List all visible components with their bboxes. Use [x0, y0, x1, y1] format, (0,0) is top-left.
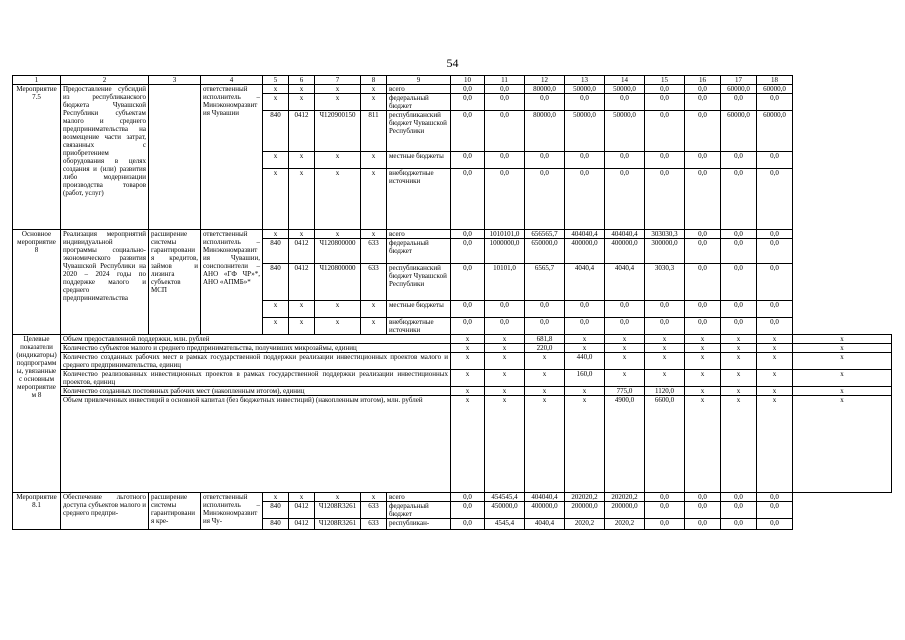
activity-task: расширение системы гарантирования кредитов, займов и лизинга субъектов МСП	[149, 230, 201, 335]
budget-code: x	[315, 152, 361, 169]
finance-value: 200000,0	[605, 502, 645, 519]
finance-value: 0,0	[645, 493, 685, 502]
funding-source: федеральный бюджет	[387, 239, 451, 264]
finance-value: 0,0	[757, 318, 793, 335]
finance-value: 0,0	[565, 94, 605, 111]
finance-value: 0,0	[485, 111, 525, 152]
budget-code: 633	[361, 519, 387, 530]
finance-value: 0,0	[451, 169, 485, 230]
indicator-value: 1120,0	[645, 387, 685, 396]
finance-value: 656565,7	[525, 230, 565, 239]
finance-value: 0,0	[451, 152, 485, 169]
finance-value: 454545,4	[485, 493, 525, 502]
column-number: 7	[315, 76, 361, 85]
indicator-name: Количество субъектов малого и среднего предпринимательства, получивших микрозаймы, единиц	[61, 344, 451, 353]
budget-code: x	[263, 85, 289, 94]
finance-value: 0,0	[645, 519, 685, 530]
indicator-value: x	[721, 353, 757, 370]
finance-value: 303030,3	[645, 230, 685, 239]
budget-code: x	[289, 152, 315, 169]
budget-code: 840	[263, 502, 289, 519]
table-row	[13, 493, 892, 502]
activity-name: Предоставление субсидий из республиканского бюджета Чувашской Республики субъектам малого и среднего предпринимательства на возмещение части затрат, связанных с приобретением оборудования в целях создания и (или) развития либо модернизации производства товаров (работ, услуг)	[61, 85, 149, 230]
finance-value: 0,0	[685, 94, 721, 111]
indicator-value: 775,0	[605, 387, 645, 396]
table-body	[13, 85, 892, 530]
finance-value: 404040,4	[605, 230, 645, 239]
indicator-value: x	[721, 387, 757, 396]
finance-value: 0,0	[605, 301, 645, 318]
budget-code: 633	[361, 502, 387, 519]
finance-value: 50000,0	[565, 85, 605, 94]
indicator-value: x	[605, 344, 645, 353]
finance-value: 60000,0	[721, 111, 757, 152]
finance-value: 0,0	[685, 152, 721, 169]
indicator-value: 4900,0	[605, 396, 645, 493]
column-number: 3	[149, 76, 201, 85]
column-number: 4	[201, 76, 263, 85]
column-number: 18	[757, 76, 793, 85]
table-row	[13, 387, 892, 396]
indicator-value: x	[451, 335, 485, 344]
indicator-value: x	[451, 344, 485, 353]
finance-value: 0,0	[645, 318, 685, 335]
column-number: 2	[61, 76, 149, 85]
column-number: 1	[13, 76, 61, 85]
finance-value: 0,0	[451, 264, 485, 301]
indicator-value: x	[451, 396, 485, 493]
budget-code: Ч120800000	[315, 264, 361, 301]
indicator-value: x	[525, 387, 565, 396]
finance-value: 2020,2	[565, 519, 605, 530]
finance-value: 4040,4	[565, 264, 605, 301]
finance-value: 0,0	[721, 502, 757, 519]
finance-value: 1000000,0	[485, 239, 525, 264]
funding-source: местные бюджеты	[387, 301, 451, 318]
indicator-value: x	[565, 396, 605, 493]
column-number: 17	[721, 76, 757, 85]
finance-value: 0,0	[525, 301, 565, 318]
finance-value: 4545,4	[485, 519, 525, 530]
budget-code: x	[361, 318, 387, 335]
table-row	[13, 370, 892, 387]
responsible-executor: ответственный исполнитель – Минэкономразвития Чувашии	[201, 85, 263, 230]
activity-number: Мероприятие 8.1	[13, 493, 61, 530]
finance-value: 0,0	[685, 239, 721, 264]
finance-value: 0,0	[685, 111, 721, 152]
finance-value: 0,0	[645, 301, 685, 318]
activity-task: расширение системы гарантирования кре-	[149, 493, 201, 530]
indicator-value: x	[645, 353, 685, 370]
indicator-value: x	[793, 344, 892, 353]
finance-value: 0,0	[757, 264, 793, 301]
finance-value: 0,0	[485, 152, 525, 169]
activity-task	[149, 85, 201, 230]
finance-value: 202020,2	[605, 493, 645, 502]
finance-value: 0,0	[757, 152, 793, 169]
finance-value: 80000,0	[525, 85, 565, 94]
budget-code: 840	[263, 239, 289, 264]
finance-value: 0,0	[565, 318, 605, 335]
column-number: 6	[289, 76, 315, 85]
finance-value: 0,0	[645, 85, 685, 94]
column-number: 13	[565, 76, 605, 85]
budget-code: 840	[263, 111, 289, 152]
indicator-value: x	[757, 370, 793, 387]
column-number: 14	[605, 76, 645, 85]
funding-source: местные бюджеты	[387, 152, 451, 169]
activity-name: Реализация мероприятий индивидуальной программы социально-экономического развития Чувашской Республики на 2020 – 2024 годы по поддержке малого и среднего предпринимательства	[61, 230, 149, 335]
page-number: 54	[446, 56, 459, 70]
table-row	[13, 396, 892, 493]
table-row	[13, 335, 892, 344]
finance-value: 404040,4	[565, 230, 605, 239]
indicator-value: x	[685, 353, 721, 370]
finance-value: 200000,0	[565, 502, 605, 519]
indicator-value: x	[793, 387, 892, 396]
indicator-value: 6600,0	[645, 396, 685, 493]
indicator-value: x	[605, 353, 645, 370]
funding-source: всего	[387, 230, 451, 239]
finance-value: 0,0	[685, 264, 721, 301]
finance-value: 0,0	[645, 152, 685, 169]
finance-value: 0,0	[451, 111, 485, 152]
indicator-value: x	[525, 396, 565, 493]
budget-code: 0412	[289, 239, 315, 264]
indicator-value: x	[451, 370, 485, 387]
indicator-value: x	[721, 344, 757, 353]
budget-code: x	[315, 493, 361, 502]
funding-source: республикан-	[387, 519, 451, 530]
budget-code: x	[289, 301, 315, 318]
finance-value: 60000,0	[721, 85, 757, 94]
budget-code: 633	[361, 264, 387, 301]
indicator-value: x	[685, 335, 721, 344]
budget-code: x	[289, 85, 315, 94]
indicator-value: x	[485, 370, 525, 387]
indicator-value: x	[485, 335, 525, 344]
finance-value: 0,0	[721, 94, 757, 111]
indicator-value: x	[645, 344, 685, 353]
finance-value: 0,0	[757, 301, 793, 318]
finance-value: 650000,0	[525, 239, 565, 264]
finance-value: 80000,0	[525, 111, 565, 152]
column-number: 12	[525, 76, 565, 85]
indicator-value: 220,0	[525, 344, 565, 353]
budget-code: x	[361, 94, 387, 111]
budget-code: 840	[263, 519, 289, 530]
indicator-value: x	[485, 387, 525, 396]
indicator-value: x	[757, 387, 793, 396]
finance-value: 0,0	[721, 230, 757, 239]
finance-value: 0,0	[565, 169, 605, 230]
budget-code: x	[315, 230, 361, 239]
finance-value: 0,0	[685, 85, 721, 94]
budget-code: x	[361, 493, 387, 502]
budget-code: 0412	[289, 264, 315, 301]
finance-value: 0,0	[565, 152, 605, 169]
finance-value: 0,0	[451, 318, 485, 335]
finance-value: 0,0	[485, 85, 525, 94]
finance-value: 0,0	[645, 502, 685, 519]
finance-value: 0,0	[721, 152, 757, 169]
finance-value: 10101,0	[485, 264, 525, 301]
finance-value: 4040,4	[605, 264, 645, 301]
indicator-value: x	[605, 370, 645, 387]
indicator-value: x	[757, 335, 793, 344]
indicator-value: x	[485, 353, 525, 370]
indicator-value: x	[793, 370, 892, 387]
budget-code: x	[315, 85, 361, 94]
indicator-name: Количество созданных рабочих мест в рамках государственной поддержки реализации инвестиционных проектов малого и среднего предпринимательства, единиц	[61, 353, 451, 370]
finance-value: 0,0	[605, 94, 645, 111]
finance-value: 0,0	[645, 94, 685, 111]
finance-value: 0,0	[451, 519, 485, 530]
finance-value: 0,0	[605, 169, 645, 230]
finance-value: 300000,0	[645, 239, 685, 264]
finance-value: 0,0	[685, 493, 721, 502]
finance-value: 0,0	[685, 169, 721, 230]
finance-value: 0,0	[451, 493, 485, 502]
responsible-executor: ответственный исполнитель – Минэкономразвития Чувашии, соисполнители – АНО «ГФ ЧР»*, АНО «АПМБ»*	[201, 230, 263, 335]
indicator-value: x	[645, 335, 685, 344]
indicator-value: x	[721, 370, 757, 387]
column-number: 15	[645, 76, 685, 85]
column-number: 5	[263, 76, 289, 85]
budget-code: x	[263, 493, 289, 502]
budget-code: 0412	[289, 519, 315, 530]
indicator-value: x	[757, 353, 793, 370]
finance-value: 0,0	[645, 169, 685, 230]
budget-code: x	[263, 301, 289, 318]
finance-value: 6565,7	[525, 264, 565, 301]
finance-value: 0,0	[451, 94, 485, 111]
budget-code: 840	[263, 264, 289, 301]
budget-code: 811	[361, 111, 387, 152]
finance-value: 0,0	[485, 318, 525, 335]
indicator-value: x	[485, 396, 525, 493]
finance-value: 0,0	[757, 239, 793, 264]
finance-value: 0,0	[721, 519, 757, 530]
finance-value: 0,0	[685, 502, 721, 519]
activity-number: Мероприятие 7.5	[13, 85, 61, 230]
indicator-value: x	[485, 344, 525, 353]
activity-number: Основное мероприятие 8	[13, 230, 61, 335]
finance-value: 0,0	[757, 502, 793, 519]
budget-code: x	[315, 301, 361, 318]
indicator-value: x	[451, 387, 485, 396]
budget-code: x	[315, 318, 361, 335]
finance-value: 0,0	[685, 301, 721, 318]
finance-value: 50000,0	[565, 111, 605, 152]
indicator-value: x	[721, 396, 757, 493]
column-number: 8	[361, 76, 387, 85]
budget-code: Ч1208R3261	[315, 502, 361, 519]
finance-value: 0,0	[721, 318, 757, 335]
finance-value: 0,0	[605, 318, 645, 335]
indicator-value: x	[793, 335, 892, 344]
indicator-name: Объем предоставленной поддержки, млн. рублей	[61, 335, 451, 344]
budget-code: x	[289, 493, 315, 502]
budget-code: x	[361, 169, 387, 230]
finance-value: 0,0	[605, 152, 645, 169]
budget-code: Ч1208R3261	[315, 519, 361, 530]
finance-value: 0,0	[685, 519, 721, 530]
budget-code: x	[263, 230, 289, 239]
finance-value: 50000,0	[605, 111, 645, 152]
finance-value: 0,0	[451, 301, 485, 318]
finance-value: 0,0	[485, 169, 525, 230]
funding-source: всего	[387, 85, 451, 94]
indicator-name: Количество реализованных инвестиционных проектов в рамках государственной поддержки реализации инвестиционных проектов, единиц	[61, 370, 451, 387]
finance-value: 400000,0	[565, 239, 605, 264]
finance-value: 3030,3	[645, 264, 685, 301]
indicator-value: x	[793, 353, 892, 370]
indicator-value: x	[685, 370, 721, 387]
finance-value: 0,0	[721, 493, 757, 502]
target-indicators-label: Целевые показатели (индикаторы) подпрограммы, увязанные с основным мероприятием 8	[13, 335, 61, 493]
indicator-value: x	[685, 396, 721, 493]
table-row	[13, 85, 892, 94]
indicator-value: x	[565, 387, 605, 396]
finance-value: 0,0	[485, 94, 525, 111]
budget-code: x	[263, 94, 289, 111]
indicator-value: x	[685, 387, 721, 396]
indicator-value: x	[721, 335, 757, 344]
indicator-value: x	[685, 344, 721, 353]
budget-code: x	[263, 169, 289, 230]
finance-value: 0,0	[721, 169, 757, 230]
finance-value: 0,0	[645, 111, 685, 152]
budget-code: x	[361, 230, 387, 239]
finance-value: 404040,4	[525, 493, 565, 502]
funding-source: федеральный бюджет	[387, 502, 451, 519]
finance-value: 400000,0	[605, 239, 645, 264]
budget-code: Ч120900150	[315, 111, 361, 152]
finance-value: 0,0	[451, 502, 485, 519]
responsible-executor: ответственный исполнитель – Минэкономразвития Чу-	[201, 493, 263, 530]
budget-code: x	[289, 230, 315, 239]
finance-value: 1010101,0	[485, 230, 525, 239]
indicator-value: x	[757, 344, 793, 353]
finance-value: 0,0	[525, 152, 565, 169]
finance-value: 0,0	[565, 301, 605, 318]
budget-code: Ч120800000	[315, 239, 361, 264]
budget-code: x	[361, 301, 387, 318]
finance-value: 0,0	[685, 230, 721, 239]
funding-source: внебюджетные источники	[387, 169, 451, 230]
indicator-name: Количество созданных постоянных рабочих мест (накопленным итогом), единиц	[61, 387, 451, 396]
indicator-value: 160,0	[565, 370, 605, 387]
budget-code: x	[361, 85, 387, 94]
indicator-name: Объем привлеченных инвестиций в основной капитал (без бюджетных инвестиций) (накопленным итогом), млн. рублей	[61, 396, 451, 493]
funding-source: внебюджетные источники	[387, 318, 451, 335]
finance-value: 0,0	[757, 493, 793, 502]
finance-value: 50000,0	[605, 85, 645, 94]
budget-code: x	[289, 94, 315, 111]
indicator-value: x	[525, 353, 565, 370]
funding-source: республиканский бюджет Чувашской Республики	[387, 111, 451, 152]
finance-value: 0,0	[757, 519, 793, 530]
indicator-value: x	[565, 335, 605, 344]
finance-value: 0,0	[721, 239, 757, 264]
finance-value: 0,0	[757, 230, 793, 239]
finance-value: 0,0	[451, 230, 485, 239]
finance-value: 0,0	[451, 85, 485, 94]
budget-code: x	[263, 318, 289, 335]
budget-code: 0412	[289, 502, 315, 519]
budget-code: x	[361, 152, 387, 169]
finance-value: 0,0	[525, 94, 565, 111]
indicator-value: x	[793, 396, 892, 493]
column-number-row	[13, 76, 892, 85]
finance-value: 0,0	[451, 239, 485, 264]
finance-value: 400000,0	[525, 502, 565, 519]
table-row	[13, 353, 892, 370]
budget-code: x	[263, 152, 289, 169]
program-table-wrapper	[12, 75, 892, 530]
column-number: 11	[485, 76, 525, 85]
indicator-value: x	[451, 353, 485, 370]
activity-name: Обеспечение льготного доступа субъектов малого и среднего предпри-	[61, 493, 149, 530]
column-number: 9	[387, 76, 451, 85]
budget-code: x	[315, 169, 361, 230]
finance-value: 0,0	[525, 318, 565, 335]
column-number: 10	[451, 76, 485, 85]
finance-value: 0,0	[525, 169, 565, 230]
finance-value: 0,0	[485, 301, 525, 318]
finance-value: 60000,0	[757, 111, 793, 152]
indicator-value: 440,0	[565, 353, 605, 370]
table-row	[13, 344, 892, 353]
indicator-value: x	[645, 370, 685, 387]
indicator-value: x	[757, 396, 793, 493]
budget-code: x	[289, 169, 315, 230]
finance-value: 2020,2	[605, 519, 645, 530]
indicator-value: x	[565, 344, 605, 353]
finance-value: 0,0	[721, 264, 757, 301]
budget-code: x	[315, 94, 361, 111]
finance-value: 450000,0	[485, 502, 525, 519]
finance-value: 0,0	[685, 318, 721, 335]
finance-value: 202020,2	[565, 493, 605, 502]
finance-value: 0,0	[757, 94, 793, 111]
indicator-value: x	[525, 370, 565, 387]
funding-source: республиканский бюджет Чувашской Республики	[387, 264, 451, 301]
budget-code: x	[289, 318, 315, 335]
finance-value: 4040,4	[525, 519, 565, 530]
budget-code: 0412	[289, 111, 315, 152]
program-table	[12, 75, 892, 530]
funding-source: всего	[387, 493, 451, 502]
table-row	[13, 230, 892, 239]
funding-source: федеральный бюджет	[387, 94, 451, 111]
finance-value: 0,0	[721, 301, 757, 318]
budget-code: 633	[361, 239, 387, 264]
column-number: 16	[685, 76, 721, 85]
indicator-value: x	[605, 335, 645, 344]
finance-value: 60000,0	[757, 85, 793, 94]
indicator-value: 681,8	[525, 335, 565, 344]
finance-value: 0,0	[757, 169, 793, 230]
